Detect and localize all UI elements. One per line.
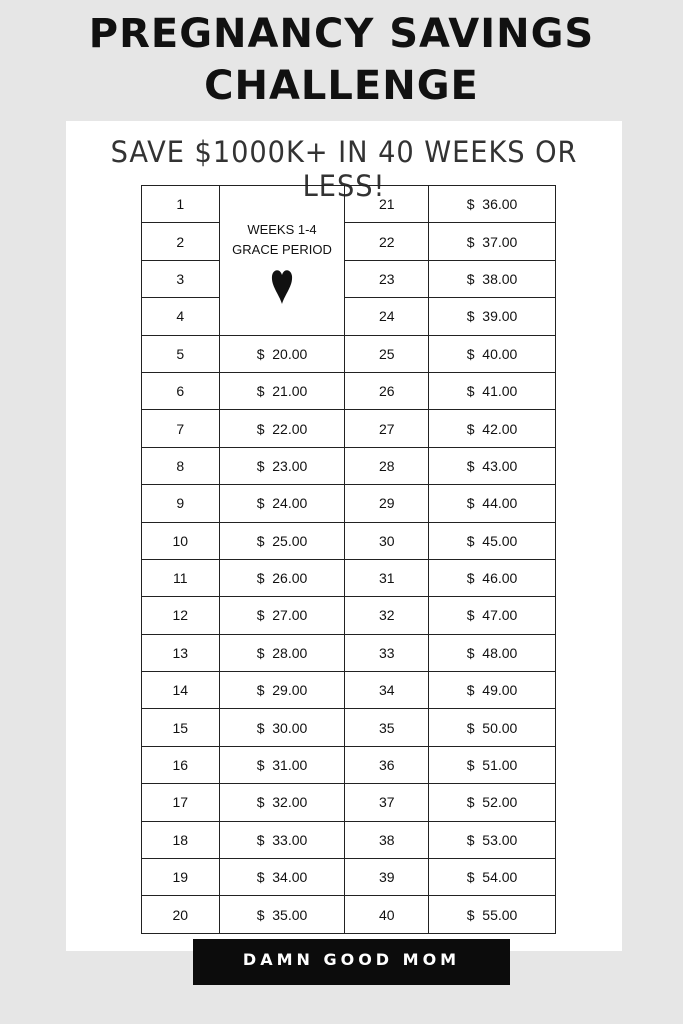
- week-number: 5: [142, 335, 220, 372]
- week-number: 13: [142, 634, 220, 671]
- week-amount: $ 45.00: [429, 522, 556, 559]
- table-row: [142, 260, 556, 297]
- week-number: 4: [142, 298, 220, 335]
- week-amount: $ 49.00: [429, 672, 556, 709]
- table-row: [142, 298, 556, 335]
- week-amount: $ 39.00: [429, 298, 556, 335]
- week-amount: $ 33.00: [219, 821, 345, 858]
- week-number: 37: [345, 784, 429, 821]
- table-row: [142, 485, 556, 522]
- week-amount: $ 43.00: [429, 447, 556, 484]
- week-number: 20: [142, 896, 220, 933]
- week-number: 29: [345, 485, 429, 522]
- week-amount: $ 40.00: [429, 335, 556, 372]
- week-amount: $ 44.00: [429, 485, 556, 522]
- week-number: 32: [345, 597, 429, 634]
- table-row: [142, 410, 556, 447]
- savings-card: [66, 121, 622, 951]
- week-number: 30: [345, 522, 429, 559]
- week-amount: $ 46.00: [429, 559, 556, 596]
- table-row: [142, 559, 556, 596]
- week-amount: $ 27.00: [219, 597, 345, 634]
- week-amount: $ 24.00: [219, 485, 345, 522]
- week-number: 36: [345, 746, 429, 783]
- week-amount: $ 32.00: [219, 784, 345, 821]
- table-row: [142, 223, 556, 260]
- week-number: 1: [142, 186, 220, 223]
- week-number: 12: [142, 597, 220, 634]
- table-row: [142, 709, 556, 746]
- week-amount: $ 28.00: [219, 634, 345, 671]
- week-number: 26: [345, 372, 429, 409]
- week-amount: $ 54.00: [429, 859, 556, 896]
- grace-line-2: GRACE PERIOD: [232, 242, 332, 258]
- week-amount: $ 51.00: [429, 746, 556, 783]
- table-row: [142, 896, 556, 933]
- week-amount: $ 35.00: [219, 896, 345, 933]
- week-number: 8: [142, 447, 220, 484]
- week-number: 15: [142, 709, 220, 746]
- week-amount: $ 50.00: [429, 709, 556, 746]
- week-amount: $ 36.00: [429, 186, 556, 223]
- table-row: [142, 372, 556, 409]
- week-amount: $ 20.00: [219, 335, 345, 372]
- brand-badge: DAMN GOOD MOM: [193, 939, 510, 985]
- week-amount: $ 55.00: [429, 896, 556, 933]
- week-number: 23: [345, 260, 429, 297]
- week-number: 14: [142, 672, 220, 709]
- week-number: 22: [345, 223, 429, 260]
- page-title: [0, 8, 683, 112]
- week-amount: $ 48.00: [429, 634, 556, 671]
- week-number: 16: [142, 746, 220, 783]
- week-amount: $ 30.00: [219, 709, 345, 746]
- table-row: [142, 335, 556, 372]
- table-row: [142, 784, 556, 821]
- table-row: [142, 447, 556, 484]
- week-amount: $ 37.00: [429, 223, 556, 260]
- week-number: 17: [142, 784, 220, 821]
- week-number: 21: [345, 186, 429, 223]
- week-number: 38: [345, 821, 429, 858]
- week-amount: $ 53.00: [429, 821, 556, 858]
- week-number: 2: [142, 223, 220, 260]
- week-number: 39: [345, 859, 429, 896]
- week-number: 10: [142, 522, 220, 559]
- week-amount: $ 26.00: [219, 559, 345, 596]
- table-row: [142, 859, 556, 896]
- week-amount: $ 29.00: [219, 672, 345, 709]
- week-amount: $ 31.00: [219, 746, 345, 783]
- week-number: 3: [142, 260, 220, 297]
- week-number: 40: [345, 896, 429, 933]
- week-amount: $ 41.00: [429, 372, 556, 409]
- week-amount: $ 34.00: [219, 859, 345, 896]
- week-amount: $ 25.00: [219, 522, 345, 559]
- week-amount: $ 52.00: [429, 784, 556, 821]
- title-line-2: CHALLENGE: [204, 63, 479, 109]
- week-amount: $ 22.00: [219, 410, 345, 447]
- subtitle: SAVE $1000K+ IN 40 WEEKS OR LESS!: [110, 135, 578, 203]
- week-number: 9: [142, 485, 220, 522]
- week-number: 28: [345, 447, 429, 484]
- savings-table: [141, 185, 556, 934]
- table-row: [142, 522, 556, 559]
- table-row: [142, 821, 556, 858]
- week-number: 27: [345, 410, 429, 447]
- table-row: [142, 672, 556, 709]
- week-amount: $ 38.00: [429, 260, 556, 297]
- week-number: 19: [142, 859, 220, 896]
- table-row: [142, 186, 556, 223]
- week-number: 25: [345, 335, 429, 372]
- grace-period-cell: [219, 186, 345, 336]
- week-number: 35: [345, 709, 429, 746]
- week-number: 18: [142, 821, 220, 858]
- table-row: [142, 746, 556, 783]
- week-amount: $ 47.00: [429, 597, 556, 634]
- week-number: 24: [345, 298, 429, 335]
- table-row: [142, 597, 556, 634]
- week-number: 31: [345, 559, 429, 596]
- week-number: 7: [142, 410, 220, 447]
- heart-icon: [271, 268, 293, 304]
- table-row: [142, 634, 556, 671]
- title-line-1: PREGNANCY SAVINGS: [88, 11, 595, 57]
- week-amount: $ 21.00: [219, 372, 345, 409]
- grace-line-1: WEEKS 1-4: [247, 222, 317, 238]
- week-number: 34: [345, 672, 429, 709]
- week-amount: $ 42.00: [429, 410, 556, 447]
- week-number: 11: [142, 559, 220, 596]
- week-amount: $ 23.00: [219, 447, 345, 484]
- week-number: 33: [345, 634, 429, 671]
- week-number: 6: [142, 372, 220, 409]
